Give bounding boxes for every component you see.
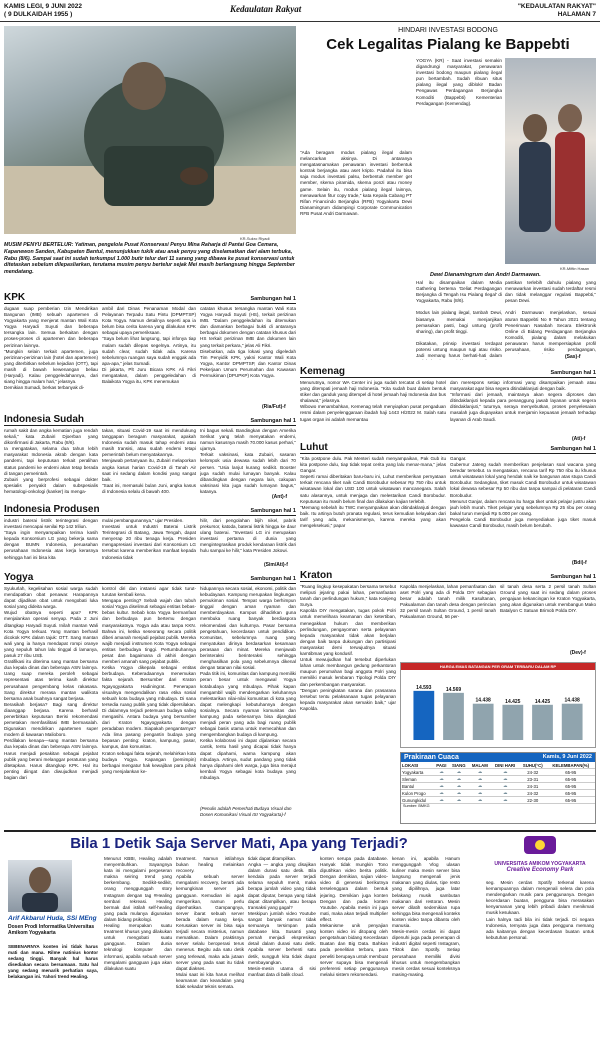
luhut-col1: "Kita postpone dulu. Pak Menteri sudah menyampaikan, Pak Gub itu kita postpone dulu, tiap tidak tepat cerita yang lalu menar-mana," jelas Gangar. Seperti ramai diberitakan baru-baru ini, Luhut memberikan pernyataan terkait rencana tiket naik Candi Borobudur sebesar Rp 750 ribu untuk wisatawan lokal dan USD 100 untuk wisatawan mancanegara. Salah satu alasannya, untuk menjaga dan melestarikan Candi Borobudur. Keputusan itu masih belum final dan dilakukan kajian terlebih. "Memang sebelah itu TWC menyampaikan akan ditindaklanjuti dengan baik. Itu artinya butuh pranata regulasi, terus kemudian kelayakan dari tarif yang ada, mekanismenya, karena mereka yang akan mengeksekusi," papar [300, 456, 446, 529]
kraton-title: Kraton [300, 570, 333, 581]
author-photo [8, 860, 72, 912]
feature-lead: YOGYA (KR) - Saat investasi semakin digandrungi masyarakat, penawaran investasi bodong maupun pialang ilegal pun bertambah. Sudah ribuan situs pialang ilegal yang diblokir Badan Pengawas Perdagangan Berjangka Komoditi (Bappebti) Kementerian Perdagangan (Kemendag). [416, 58, 502, 106]
weather-temp: 24-31 [519, 783, 546, 790]
feature-col2: "Ada beragam modus pialang ilegal dalam melancarkan aksinya. Di antaranya mengatasnamakan penawaran investasi berbentuk kontrak berjangka atau aset kripto. Padahal itu bisa saja modus investasi palsu, berbentuk member get member, skema piramida, skema ponzi atau money game. Selain itu, modus pialang ilegal lainnya, menawarkan fitur copy trade," kata Kepala Cabang PT Rifan Financindo Berjangka (RFB) Yogyakarta Dewi Dianamingrum didampingi Corporate Communication RFB Pusat Andri Darmawan. [300, 150, 412, 216]
header-date-block [4, 3, 82, 19]
yogya-col3: hidupannya secara sosial, ekonomi, politik dan kebudayaan. Kampung merupakan lingkungan pemukiman sosial. Tempat warga berhimpun tinggal dengan aman nyaman dan memberdayakan. Kampus dihadirkan guna membuka ruang banyak berdiaspora rekomendasi dan kulturnya. Pasar bersama pengetahuan, kecerdasan untuk pendidikan. Komunitas, sebelumnya ruang yang menyatukan dirinya berdasarkan kesamaan perasaan dan minat. Mereka menjawab berinteraksi berinteraksi sehingga menghasilkan pola yang sebelumnya dikenal dengan tatanan nilai sosial. Pada titik ini, komunitas dan kampung memiliki peran besar untuk mengawal Yogya kotabudaya yang mbudaya. Pihak kapan mengambil wajib mendengarkan keluhannya melestarikan nilai-nilai komunitas di kota yang dapat melengkapi kebutuhannya dengan sosialnya. Secara nyaman komunitas dan kampung pada sebenarnya bisa dijangkati menjadi peran yang ada bagi ruang publik sebagai basis utama untuk memecahkan dan mengembangkan budaya di kampung. Ketika kolaborasi ini dapat dijalankan secara cantik, tentu hasil yang dicapai tidak hanya dapat dipahami, warna kampung akan mbudaya. Artinya, sudut pandang yang tidak hanya dipahami oleh warga, juga bisa merajut kembali Yogya sebagai kota budaya yang mbudaya. [200, 586, 296, 780]
kpk-end: (Ria/Fut)-f [262, 404, 286, 410]
author-role: Dosen Prodi Informatika Universitas Amikom Yogyakarta [8, 924, 95, 936]
feature-end: (Sas)-f [565, 354, 581, 360]
amikom-logo [486, 834, 594, 878]
weather-cloud-icon: ☁ [449, 790, 469, 797]
opinion-headline: Bila 1 Detik Saja Server Mati, Apa yang Terjadi? [70, 835, 408, 852]
weather-cloud-icon: ☁ [491, 790, 519, 797]
feature-col3: Hal itu disampaikan dalam Media Gathering bertema 'Geliat Perdagangan Berjangka di Tengah Isu Pialang Ilegal' di Yogyakarta, Rabu (8/6). Modus lain pialang ilegal, tambah Dewi, biasanya memakai menjanjikan pemasukan pasti, bagi untung (profit sharing), dan profit tinggi. Dikatakan, prinsip investasi terdapat potensi untung maupun rugi atau risiko. Jadi memang harus berhati-hati dalam [416, 280, 502, 359]
weather-city: Gunungkidul [401, 797, 434, 804]
yogya-section-bar [4, 572, 296, 584]
gold-bar-label: 14.593 [416, 684, 432, 691]
yogya-title: Yogya [4, 572, 34, 583]
weather-cloud-icon: ☁ [434, 797, 449, 804]
weather-temp: 24-32 [519, 790, 546, 797]
weather-cloud-icon: ☁ [434, 769, 449, 776]
weather-row [401, 783, 595, 790]
turtle-photo-credit: KR-Sukro Riyadi [240, 236, 270, 241]
kraton-col2: Kapolda menjelaskan, lahan pemanfaatan dan aset Polri yang ada di Polda DIY sebagian besar adalah tanah milik Kasultanan, Pakualaman dan tanah desa dengan perincian 32 persil tanah Sultan Ground, 1 persil tanah Pakualaman Ground, 56 per- [400, 584, 496, 620]
kraton-col3: sil tanah desa serta 2 persil tanah Sultan Ground yang saat ini sedang dalam proses pengajuan kekancingan ke Kraton Yogyakarta, yang akan digunakan untuk membangun Mako Batalyon C Satuan Brimob Polda DIY. [500, 584, 596, 614]
luhut-title: Luhut [300, 442, 328, 453]
weather-title: Prakiraan Cuaca [404, 754, 459, 761]
opinion-col2: Menurut KBBI, Healing adalah menyembuhkan. Sayangnya kata ini mengalami pergeseran makna seiring trend yang berkembang. Sedikit-sedikit, orang menggunggah story Instagram dengan tag #Healing sembari rekreasi. Healing bermak dari istilah self-healing yang pada mulanya digunakan dalam bidang psikologi. Healing merupakan suatu treatment khusus yang dilakukan untuk mengobati suatu gangguan. Dalam dunia teknologi komputer dan informasi, apabila sebuah server mengalami gangguan juga akan dilakukan suatu [104, 856, 172, 971]
kpk-col1: dugaan suap pemberian Izin Mendirikan Bangunan (IMB) sebuah apartemen di Yogyakarta yang menjerat mantan Wali Kota Yogya Haryadi Suyuti dan beberapa tersangka lain. Semua berkaitan dengan proses-proses di apartemen dan beberapa perizinan lainnya. "Mungkin selain terkait apartemen, juga perizinan-perizinan lain (hotel dan apartemen) yang diterbitkan sebelum kejadian (OTT), tapi masih di bawah kewenangan beliau (Haryadi). Kalau penggeledahannya, dari siang hingga malam hari," jelasnya. Demikian Sumadi, berkas terbanyak di- [4, 306, 98, 391]
indonesia-produsen-col1: industri baterai listrik terintegrasi dengan investasi mencapai senilai Rp 142 triliun. "Saya ingin menyampaikan terima kasih kepada Konsorsium LG yang bekerja sama dengan BUMN Indonesia, peruasahan perusahaan Indonesia atas kerja kerasnya sehingga hari ini bisa kita [4, 518, 98, 560]
turtle-photo-art [4, 26, 296, 234]
indonesia-produsen-continued: Sambungan hal 1 [250, 508, 296, 514]
gold-bar [562, 704, 583, 740]
luhut-continued: Sambungan hal 1 [550, 446, 596, 452]
header-rubric: "KEDAULATAN RAKYAT" [517, 3, 596, 10]
weather-col-lokasi: LOKASI [401, 762, 434, 769]
gold-bar-label: 14.425 [505, 698, 521, 705]
header-page: HALAMAN 7 [557, 11, 596, 18]
weather-row [401, 769, 595, 776]
kemenag-title: Kemenag [300, 366, 346, 377]
yogya-continued: Sambungan hal 1 [250, 576, 296, 582]
weather-city: Sleman [401, 776, 434, 783]
indonesia-produsen-col2: mulai pembangunannya," ujar Presiden. Investasi untuk Industri Baterai Listrik Terintegrasi di Batang, Jawa Tengah, dapat menyerap 20 ribu tenaga kerja. Presiden mengapresiasi investasi dari Konsorsium LG tersebut karena memberikan manfaat kepada Indonesia tidak [102, 518, 196, 560]
weather-header [401, 753, 595, 762]
amikom-tagline: Creative Economy Park [506, 867, 574, 873]
weather-cloud-icon: ☁ [434, 776, 449, 783]
weather-cloud-icon: ☁ [469, 783, 492, 790]
weather-cloud-icon: ☁ [491, 783, 519, 790]
opinion-col3: treatment. Namun istilahnya bukan healing melainkan recovery. Apabila sebuah server mengalami recovery, berarti ada kemungkinan server jadi gangguan. Kemudian ini agak mengerikan, namun perlu diperhatikan. Gampangnya, server ibarat sebuah server berada dalam ruang kerja. Kerusakan server ini bisa saja terjadi secara misterius, namun mematikan. Dalam praktisnya server selalu beroperasi terus menerus. Begitu ada satu detik yang terlewati, maka ada jutaan server yang pada saat itu tidak dapat diakses. Mulai saat ini kita harus melihat keamanan dan keandalan yang tidak sekadar teknis semata. [176, 856, 244, 989]
header-right-block [518, 3, 596, 19]
feature-photo-art [505, 58, 596, 264]
weather-city: Bantul [401, 783, 434, 790]
opinion-col5: konten serupa pada database. Hanyak tidak mungkin Tono diputihkan video berita politik. Dengan demikian, sajian video-video di generasi berikutnya terselenggara dalam bentuk jejaring. Demikian juga konten Dengan dan pada konten Youtube. Apabila mesin ini juga mati, maka akan terjadi multiplier effect. Mekanisme unik penyajian konten video ini ditopang oleh pengetahuan bidang Kecerdasan Buatan dan Big Data. Bahkan pada penelitian terbaru, para peneliti berupaya untuk membuat server supaya bisa mengenali preferensi setiap penggunanya melalui sistem rekomendasi. [320, 856, 388, 977]
weather-cloud-icon: ☁ [491, 797, 519, 804]
gold-bar-label: 14.569 [445, 686, 462, 693]
amikom-name: UNIVERSITAS AMIKOM YOGYAKARTA [494, 861, 586, 867]
gold-price-chart [400, 662, 596, 748]
weather-cloud-icon: ☁ [469, 797, 492, 804]
weather-humidity: 65-95 [546, 776, 595, 783]
kpk-continued: Sambungan hal 1 [250, 296, 296, 302]
indonesia-produsen-col3: hilir, dari pengolahan bijih nikel, pabrik prekursor, katoda, baterai listrik hingga ke daur ulang baterai. "Investasi LG ini merupakan investasi pertama di dunia yang mengintegrasikan produk kendaraan listrik dari hulu sampai ke hilir," kata Presiden Jokowi. [200, 518, 296, 554]
feature-col4: pastikan terlebih dahulu pialang yang menawarkan investasi sudah terdaftar resmi dan tidak melanggar regulasi Bappebti," pesan Dewi. Andri Darmawan menjelaskan, sesuai aturan Bappebti No 9 Tahun 2021 tentang Penerimaan Nasabah Secara Elektronik Online di Bidang Perdagangan Berjangka Komoditi, pialang dalam melakukan penawaran harus mempersiapkan profil perusahaan, risiko perdagangan, [505, 280, 596, 353]
indonesia-produsen-end: (Sim/Ati)-f [264, 562, 288, 568]
indonesia-sudah-continued: Sambungan hal 1 [250, 418, 296, 424]
weather-humidity: 65-95 [546, 790, 595, 797]
weather-humidity: 65-95 [546, 769, 595, 776]
yogya-col1: Syukurlah, kegelisahan sosial warga sudah mendapatkan obat penawar. Harapannya dapat dijadikan obat untuk mengobati luka sosial yang dideita warga. Wujud obatnya seperti apa? KPK menjalankan operasi senyap. Pada 2 Juni ditangkap Haryadi Suyuti. Inilah mantan Wali Kota Yogya terkuat. Yang mantan berhasil dicokok KPK dalam tajuk: OTT. Sang mantan wali yang ia hanya mendapat rompi oranye yang sepuluh tahun lalu tinggal di lamanya, pasuk 27 ribu US$. Gratifikasi itu diterima sang mantan bersama dua kepala dinas dan beberapa ASN lainnya. Uang suap mereka peroleh sebagai representasi atas terima kasih direktur perusahaan pengembang kelas rakasasa. Sang direktur merasa mantan walikota bersama anak buahnya sangat berjasa. Berasikah berjasa? Bagi sang direktur diaanggap berjasa. Karena berhasil penerbitkan keputusan Berisi rekomendasi pemetakan memfasilitasi IMB bermasalah. Digunakan mendirikan apartemen super modern di kawasan Malioboro. Perdilakan kenapa—sang mantan bersama dua kepala dinas dan beberapa ASN lainnya. Harus menjadi pesakitan sebagai pejabat publik yang berani melanggar peraturan yang ditetapkan. Harus ditangkap KPK. Hal itu penting diingat dan diwujudkan menjadi bagian dari [4, 586, 98, 780]
weather-date: Kamis, 9 Juni 2022 [542, 754, 592, 760]
weather-col-pagi: PAGI [434, 762, 449, 769]
weather-cloud-icon: ☁ [449, 769, 469, 776]
opinion-col4: tidak dapat ditampilkan. Angka — angka yang disajikan dalam durasi satu detik. Bila kendala pada server terjadi selama sepuluh menit, maka berapa jumlah video yang tidak dapat diputar, berapa yang tidak dapat ditampilkan, atau berapa transaksi yang gagal? Meskipun jumlah video Youtube sangat banyak namun tidak semuanya tersimpan pada database kita. Susanti yang pernah menjadi ekspresikan detail dalam durasi satu detik. Apabila server berhenti satu detik, sungguh kita tidak dapat membayangkan. Mesin-mesin utama di sisi manfaat data di balik cloud. [248, 856, 316, 977]
gold-bar [502, 705, 523, 740]
weather-col-malam: MALAM [469, 762, 492, 769]
indonesia-sudah-col1: rumah sakit dan angka kematian juga rendah sekali," kata Zubairi Djoerban yang dikonfirmasi di Jakarta, Rabu (8/6). Ia mengatakan, selama dua tahun lebih masyarakat Indonesia akrab dengan kata pandemi, tapi keputusan terkait peralihan status pandemi ke endemi akan tetap berada di tangan pemerintah. Zubairi yang berprofesi sebagai dokter spesialis penyakit dalam subspesialis hematologi-onkologi (kanker) itu menga- [4, 428, 98, 494]
indonesia-produsen-section-bar [4, 504, 296, 516]
opinion-col1: SEBENARNYA konten ini tidak harus mati dan mana. Rilme natinius kontor sedang tinggi. Banyak hal harus disediakan secara bersamaan. Satu hal yang sedang menarik perhatian saya, belakangan ini. Yahori trend Healing. [8, 944, 98, 980]
author-name: Arif Akbarul Huda, SSi MEng [8, 915, 97, 922]
kemenag-end: (Ati)-f [572, 436, 586, 442]
kraton-col1: "Ruang lingkup kesepakatan bersama tersebut meliputi jejaring pakai lahan, pemanfaatan tanah dan perlindungan hukum," kata Kanjeng Surya. Kapolda DIY mengatakan, tugas pokok Polri untuk memelihara keamanan dan ketertiban, menegakkan hukum dan memberikan perlindungan, pengayoman serta pelayanan kepada masyarakat tidak akan berjalan dengan baik tanpa dukungan dan partisipasi masyarakat demi terwujudnya situasi kamtibmas yang kondusif. Untuk mewujudkan hal tersebut diperlukan lahan untuk membangun gedung perkantoran maupun perumahan bagi anggota Polri yang memiliki masuk lembaran Tipologi Polda DIY dan perkembangan masyarakat. "Dengan peningkatan sarana dan prasarana tersebut tentu pelaksanaan tugas pelayanan kepada masyarakat akan semakin baik," ujar Kapolda. [300, 584, 396, 711]
indonesia-produsen-title: Indonesia Produsen [4, 504, 100, 515]
kemenag-section-bar [300, 366, 596, 378]
header-date: KAMIS LEGI, 9 JUNI 2022 [4, 3, 83, 10]
weather-source: Sumber: BMKG [403, 804, 430, 808]
feature-photo [505, 58, 596, 264]
masthead: Kedaulatan Rakyat [230, 4, 302, 14]
weather-humidity: 65-95 [546, 797, 595, 804]
weather-col-dini: DINI HARI [491, 762, 519, 769]
feature-photo-caption: Dewi Dianamingrum dan Andri Darmawan. [430, 272, 541, 278]
author-photo-art [8, 860, 72, 912]
weather-box [400, 752, 596, 824]
kemenag-col2: dan merespons setiap informasi yang disampaikan jemaah atau masyarakat agar bisa segera ditindaklanjuti dengan baik. "Informasi dari jemaah, maintanya akan segera diproses dan ditindaklanjuti kepada para penanggung jawab layanan untuk segera ditindaklanjuti," tuturnya, seraya menyebutkan, proses penyelesaian masalah juga diupayakan untuk menjamin kepuasan jemaah terhadap layanan di Arab Saudi. [450, 380, 596, 422]
weather-col-suhu: SUHU(°C) [519, 762, 546, 769]
indonesia-sudah-section-bar [4, 414, 296, 426]
weather-city: Yogyakarta [401, 769, 434, 776]
gold-bar [413, 691, 434, 740]
turtle-photo-caption: MUSIM PENYU BERTELUR: Yatiman, pengelola Pusat Konservasi Penyu Mina Raharja di Pantai Goa Cemara, Kapanewon Sanden, Kabupaten Bantul, menunjukkan tukik atau anak penyu yang diselamatkan dari alam terbuka, Rabu (8/6). Sampai saat ini sudah terkumpul 1.000 butir telur dari 11 sarang yang dibawa ke pusat konservasi untuk ditetaskan sebelum dilepasliarkan, terutama musim penyu bertelur sejak Mei masih berlangsung hingga September mendatang. [4, 242, 295, 276]
feature-kicker: HINDARI INVESTASI BODONG [398, 27, 498, 34]
gold-bar-label: 14.425 [534, 698, 551, 705]
gold-bar [473, 704, 494, 740]
header-date-jawa: ( 9 DULKAIDAH 1955 ) [4, 11, 73, 18]
turtle-photo [4, 26, 296, 234]
weather-row [401, 790, 595, 797]
kpk-section-bar [4, 292, 296, 304]
kpk-title: KPK [4, 292, 26, 303]
gold-bar [532, 705, 553, 740]
indonesia-sudah-end: (Ant)-f [272, 494, 287, 500]
gold-bar [443, 693, 464, 740]
weather-city: Kulon Progo [401, 790, 434, 797]
kraton-continued: Sambungan hal 1 [550, 574, 596, 580]
weather-cloud-icon: ☁ [491, 769, 519, 776]
weather-cloud-icon: ☁ [469, 776, 492, 783]
gold-chart-svg [401, 670, 595, 746]
gold-bar-label: 14.438 [564, 697, 580, 704]
kemenag-col1: Menurutnya, nomor WA Center ini juga sudah tercatat di setiap hotel yang ditempati jemaah haji Indonesia. "Kita sudah buat dalam bentuk stiker dan ganduk yang ditempel di hotel jemaah haji Indonesia dan bus shalawat," jelasnya. Wibowo menambahkan, Kemenag telah menyiapkan pusat pengaduan resmi dalam penyelenggaraan ibadah haji 1443 H/2022 M. Salah satu tugas organ ini adalah memantau [300, 380, 446, 422]
weather-cloud-icon: ☁ [449, 776, 469, 783]
kraton-end: (Dev)-f [570, 650, 586, 656]
weather-cloud-icon: ☁ [449, 797, 469, 804]
amikom-logo-mark [520, 834, 560, 856]
weather-col-siang: SIANG [449, 762, 469, 769]
weather-cloud-icon: ☁ [469, 769, 492, 776]
opinion-col7: seg. Mesin cerdas Spotify terkenal karena kemampuannya dalam mengenali selera dan pola mendengarkan musik para penggunanya. Dengan kecerdasan buatan, pengguna bisa merasakan kenyamanan yang lebih pribadi dalam menikmati musik kesukaan. Lain halnya tadi bila ini tidak terjadi. Di negara Indonesia, ternyata juga data pengguna memang ada kaitannya dengan kecerdasan buatan untuk kebutuhan personal. [486, 880, 594, 940]
kpk-col2: ambil dari Dinas Penanaman Modal dan Pelayanan Terpadu Satu Pintu (DPMPTSP) Kota Yogya. Namun detailnya seperti apa ia belum bisa cerita karena yang dilakukan KPK sebagai upaya pemeriksaan. "Saya belum lihat langsung, tapi infonya tiap malam sudah dilepas segelnya. Artinya, itu sudah clear, sudah tidak ada. Karena sebelumnya ruangan saya sudah enggak ada apa-apa," jelas Sumadi. Di jakarta, Plt Juru Bicara KPK Ali Fikri mengatakan, dalam penggeledahan di Balaikota Yogya itu, KPK menemukan [102, 306, 196, 385]
weather-cloud-icon: ☁ [434, 790, 449, 797]
kemenag-continued: Sambungan hal 1 [550, 370, 596, 376]
weather-cloud-icon: ☁ [491, 776, 519, 783]
feature-headline: Cek Legalitas Pialang ke Bappebti [326, 36, 570, 53]
weather-cloud-icon: ☁ [469, 790, 492, 797]
weather-row [401, 776, 595, 783]
weather-temp: 24-32 [519, 769, 546, 776]
luhut-end: (Bdi)-f [572, 560, 587, 566]
weather-cloud-icon: ☁ [434, 783, 449, 790]
indonesia-sudah-col2: takan, situasi Covid-19 saat ini mendukung tanggapan beragam masyarakat, apakah Indonesia sudah masuk tahap endemi atau masih transisi, atau sudah endemi tetapi pemerintah belum menyatakannya. Menjawab pertanyaan itu, Zubairi melaporkan angka kasus harian Covid-19 di Tanah Air saat ini sedang dalam kondisi yang sangat baik. "Saat ini, memasuki bulan Juni, angka kasus di Indonesia selalu di bawah 400. [102, 428, 196, 494]
weather-table [401, 762, 595, 804]
gold-bar-label: 14.438 [475, 697, 491, 704]
yogya-col2: kontrol diri dan instansi agar tidak turut-turutan kembali kena. Mengapa penting? Sebab wajah dan tubuh sosial Yogya diselimuti sebagai entitas bebas-bebas kultur. Sebab kota Yogya bermanfaat dan berbudaya pun bertemu dengan masyarakatnya. Yogya ada atau tanpa KKN. Bahwa ini, ketika seseorang secara politik diberi amanah menjadi pejabat publik. Mereka wajib menjadi instrumen Kota Yogya sebagai entitas berbudaya tinggi. Pertumbuhannya pesat dan bagaimana di akhiri dengan memberi amanah sang pejabat publik. Ketika Yogya dikepala sebagai entitas berbudaya. Keberadaannya menemukan fakta sejarah. Bersumber dari Kraton Ngayogyakarta Hadiningrat. Penerapan visualnya mengendalikan rasa etika sosial sebuah kota budaya yang mbudaya. Di sana tersedia ruang publik yang tidak dipersilakan. Di dalamnya terjadi petemuan budaya saling mengasihi. Antara budaya yang bersumber dari Kraton Ngayogyakarta dengan peradaban modern. Siapakah pengantarnya? Ada lima pasang pengantin budaya yang bepasan penting: kraton, kampung, pasar, kampus, dan komunitas. Kraton sebagai fakta sejarah, melahirkan kota budaya Yogya. Kapangan (pemimpin) berbagai mengatur hak kewajiban para pihak yang menjalankan ke- [102, 586, 196, 774]
yogya-note: (Penulis adalah Pemerhati Budaya Visual dan Dosen Komunikasi Visual ISI Yogyakarta)-f [200, 806, 292, 817]
kpk-col3: catatan khusus tersangka mantan Wali Kota Yogya Haryadi Suyuti (HS), terkait perizinan IMB. "Dalam penggeledahan itu ditemukan dan diamankan berbagai bukti di antaranya berbagai dokumen dengan catatan khusus dari HS terkait perizinan IMB dan dokumen lain yang terkait perkara," jelas Ali Fikri. Disebutkan, ada tiga lokasi yang digeledah Tim Penyidik KPK, yakni Kantor Wali Kota Yogya, Kantor DPMPTSP, dan Kantor Dinas Pekerjaan Umum Perumahan dan Kawasan Permukiman (DPUPKP) Kota Yogya. [200, 306, 296, 379]
indonesia-sudah-col3: Ini bagus sekali. Bandingkan dengan Amerika Serikat yang telah menyatakan endemi, namun kasusnya masih 70.000 kasus perhari," ujarnya. Terkait vaksinasi, kata Zubairi, sasaran kelompok usia dewasa sudah lebih dari 70 persen. "Usia lanjut kurang sedikit. Booster juga sudah mulai lumayan banyak. Kalau dibandingkan dengan negara lain, cakupan vaksinasi kita juga sudah lumayan bagus," katanya. [200, 428, 296, 494]
weather-col-kelembapan: KELEMBAPAN(%) [546, 762, 595, 769]
weather-temp: 22-30 [519, 797, 546, 804]
weather-temp: 23-31 [519, 776, 546, 783]
page-header [0, 0, 600, 22]
indonesia-sudah-title: Indonesia Sudah [4, 414, 85, 425]
weather-humidity: 65-95 [546, 783, 595, 790]
luhut-col2: Gangar. Gubernur Jateng sudah memberikan penjelasan soal wacana yang beredar tersebut. Ia mengatakan, rencana tarif Rp 750 ribu itu khusus untuk wisatawan lokal yang hendak naik ke bangunan atas stupa Candi Borobudur. Sedangkan, tiket masuk Candi Borobudur untuk wisatawan lokal dewasa sebesar Rp 50 ribu dan tanpa sampai di pelataran Candi Borobudur. Menurut Ganjar, dalam rencana itu harga tiket untuk pelajar justru akan jauh lebih murah. Tiket pelajar yang sebelumnya Rp 25 ribu per orang bakal turun menjadi Rp 5.000 per orang. Pengelola Candi Borobudur juga menyediakan juga tiket masuk kawasan Candi Borobudur, masih belum berubah. [450, 456, 596, 529]
luhut-section-bar [300, 442, 596, 454]
gold-chart-title: HARGA EMAS BATANGAN PER GRAM TERBARU DALAM RP [401, 663, 595, 670]
kraton-section-bar [300, 570, 596, 582]
opinion-col6: kenan ini, apabila Hanum menggunggah Vlog ulasan kuliner maka mesin server bisa langsung mengenali jenis makanan yang diulas, tipe resto yang dipilihnya, juga latar belakang musik sambutan makanan dari restoran. Mesin server dilatih sedemikian rupa sehingga bisa mengenali konteks konten video tanpa dibantu oleh manusia. Mesin-mesin cerdas ini dapat dipenuhi juga pada penerapan di industri digital seperti Instagram, Tiktok dan Spotify. Setiap perusahaan memiliki divisi khusus untuk mengembangkan mesin cerdas sesuai konteksnya masing-masing. [392, 856, 460, 977]
weather-row [401, 797, 595, 804]
weather-cloud-icon: ☁ [449, 783, 469, 790]
feature-photo-credit: KR-Miftin Hasan [560, 266, 590, 271]
